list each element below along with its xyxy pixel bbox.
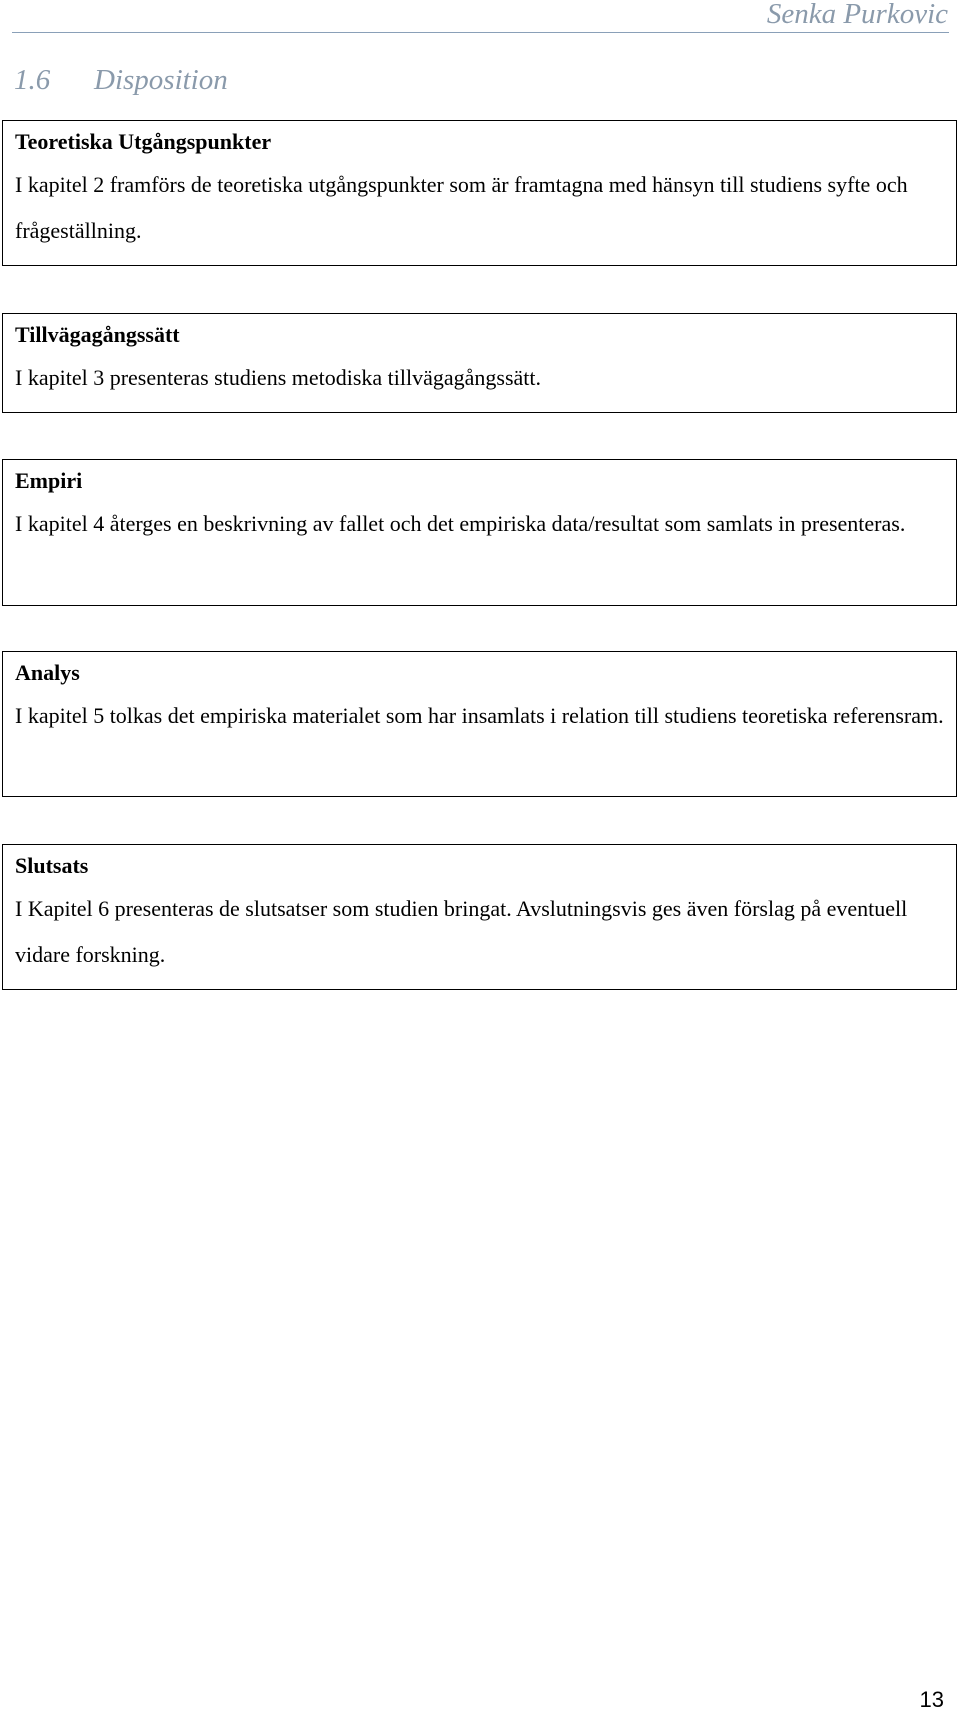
chapter-box-empirics (2, 459, 957, 606)
chapter-box-description: I kapitel 2 framförs de teoretiska utgångspunkter som är framtagna med hänsyn till studiens syfte och frågeställning. (15, 172, 908, 243)
section-heading (14, 64, 228, 97)
header-rule (12, 32, 949, 33)
chapter-box-title: Tillvägagångssätt (15, 322, 180, 347)
chapter-box-title: Teoretiska Utgångspunkter (15, 129, 272, 154)
chapter-box-theory (2, 120, 957, 266)
chapter-box-title: Empiri (15, 468, 83, 493)
chapter-box-analysis (2, 651, 957, 797)
chapter-box-description: I kapitel 5 tolkas det empiriska materialet som har insamlats i relation till studiens teoretiska referensram. (15, 703, 944, 728)
chapter-box-method (2, 313, 957, 413)
running-header: Senka Purkovic (766, 0, 948, 30)
section-number: 1.6 (14, 64, 51, 96)
chapter-box-conclusion (2, 844, 957, 990)
page-number: 13 (919, 1687, 944, 1712)
chapter-box-description: I kapitel 4 återges en beskrivning av fallet och det empiriska data/resultat som samlats in presenteras. (15, 511, 906, 536)
section-title: Disposition (94, 64, 228, 96)
chapter-box-description: I kapitel 3 presenteras studiens metodiska tillvägagångssätt. (15, 365, 542, 390)
chapter-box-description: I Kapitel 6 presenteras de slutsatser som studien bringat. Avslutningsvis ges även förslag på eventuell vidare forskning. (15, 896, 908, 967)
chapter-box-title: Slutsats (15, 853, 89, 878)
chapter-box-title: Analys (15, 660, 80, 685)
